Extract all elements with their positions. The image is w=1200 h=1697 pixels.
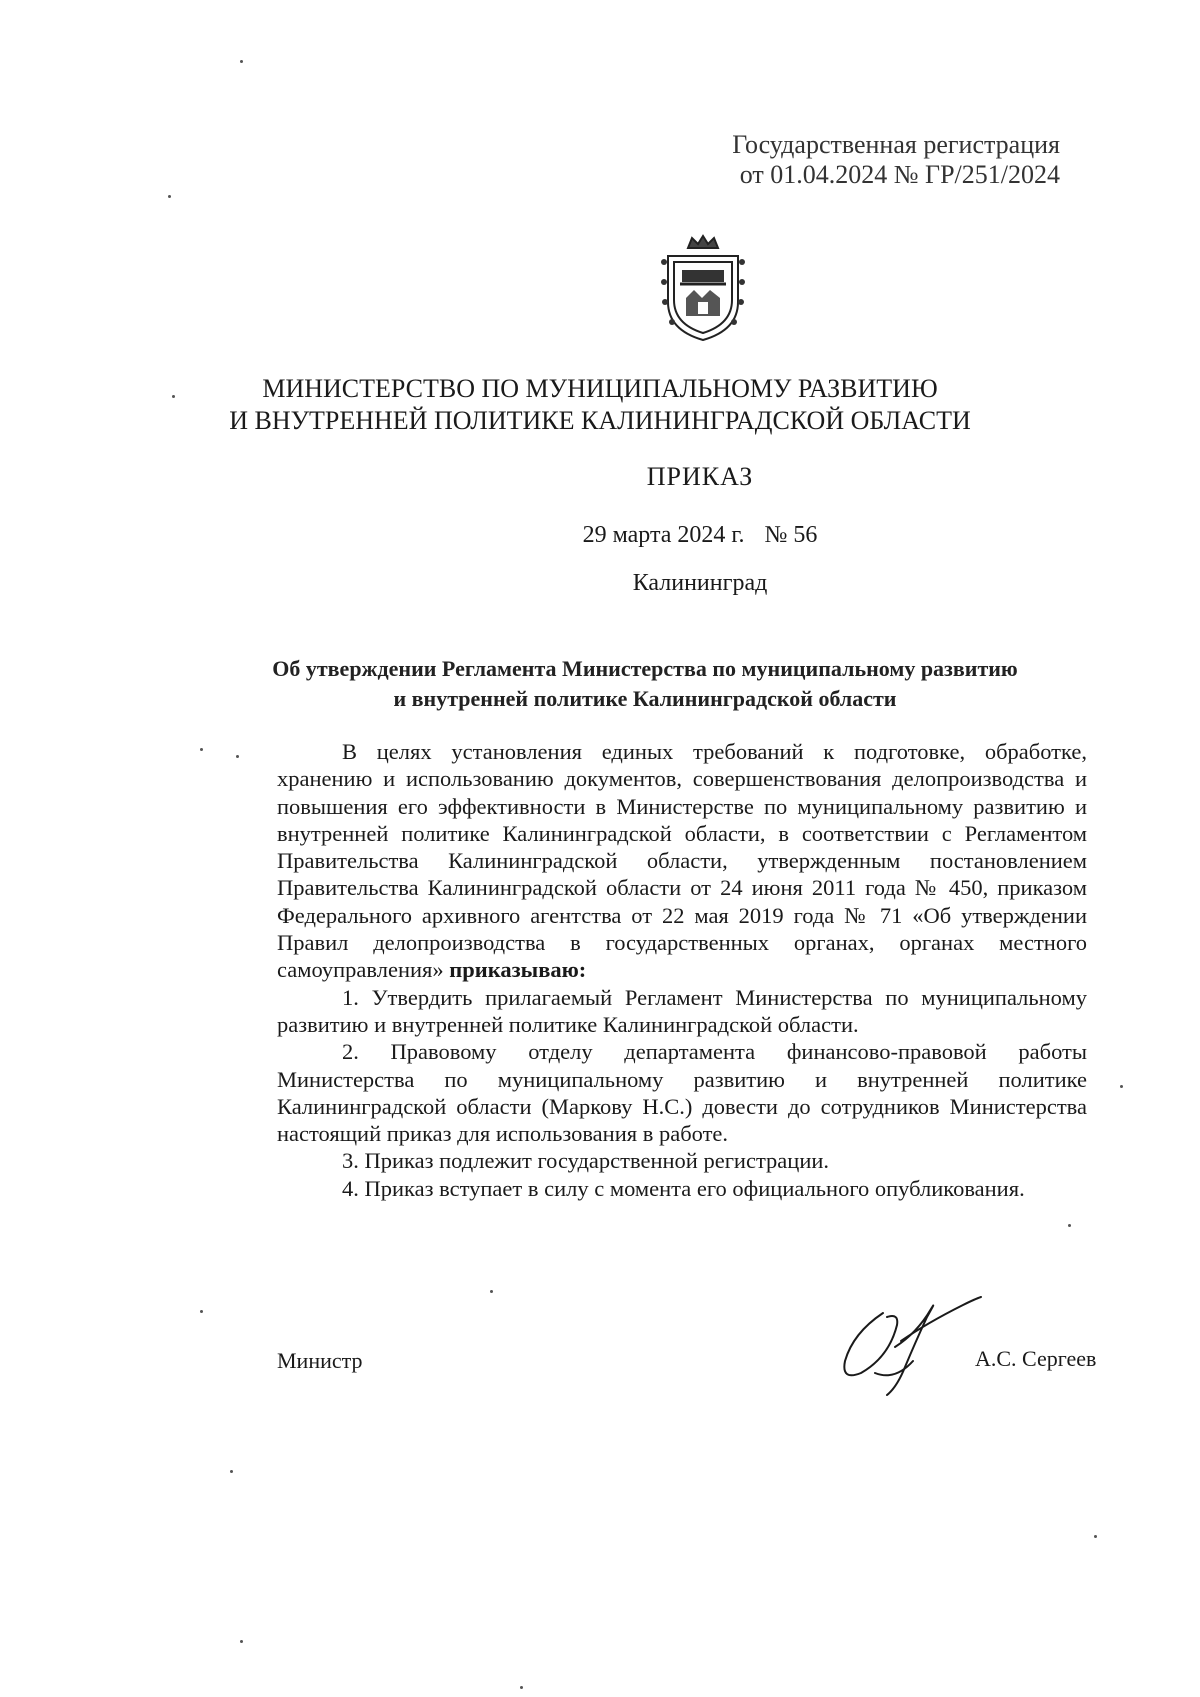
order-item-2: 2. Правовому отделу департамента финансово-правовой работы Министерства по муниципальному развитию и внутренней политике Калининградской области (Маркову Н.С.) довести до сотрудников Министерства настоящий приказ для использования в работе.	[277, 1039, 1087, 1147]
document-date-number	[500, 522, 900, 549]
document-city: Калининград	[632, 570, 768, 596]
order-item-3: 3. Приказ подлежит государственной регистрации.	[342, 1148, 830, 1174]
ministry-name	[200, 373, 1000, 437]
signer-name: А.С. Сергеев	[975, 1346, 1097, 1371]
order-word: приказываю:	[449, 957, 587, 983]
document-number: № 56	[764, 522, 818, 548]
order-item-4: 4. Приказ вступает в силу с момента его официального опубликования.	[342, 1175, 1025, 1201]
ministry-name-line-1: МИНИСТЕРСТВО ПО МУНИЦИПАЛЬНОМУ РАЗВИТИЮ	[262, 374, 938, 403]
order-item-1: 1. Утвердить прилагаемый Регламент Министерства по муниципальному развитию и внутренней политике Калининградской области.	[277, 984, 1087, 1037]
subject-line-1: Об утверждении Регламента Министерства по муниципальному развитию	[272, 656, 1018, 681]
document-date: 29 марта 2024 г.	[582, 522, 745, 548]
ministry-name-line-2: И ВНУТРЕННЕЙ ПОЛИТИКЕ КАЛИНИНГРАДСКОЙ ОБЛАСТИ	[229, 406, 971, 435]
document-body	[277, 738, 1087, 1202]
state-registration-stamp	[640, 130, 1060, 190]
subject-line-2: и внутренней политике Калининградской области	[393, 686, 897, 711]
document-subject	[200, 654, 1090, 714]
signer-title: Министр	[277, 1348, 363, 1373]
preamble-text: В целях установления единых требований к подготовке, обработке, хранению и использованию документов, совершенствования делопроизводства и повышения его эффективности в Министерстве по муниципальному развитию и внутренней политике Калининградской области, в соответствии с Регламентом Правительства Калининградской области, утвержденным постановлением Правительства Калининградской области от 24 июня 2011 года № 450, приказом Федерального архивного агентства от 22 мая 2019 года № 71 «Об утверждении Правил делопроизводства в государственных органах, органах местного самоуправления»	[277, 739, 1087, 983]
registration-line-1: Государственная регистрация	[732, 130, 1060, 159]
preamble-paragraph	[277, 738, 1087, 984]
coat-of-arms-emblem	[658, 232, 748, 344]
document-type: ПРИКАЗ	[646, 462, 754, 491]
registration-line-2: от 01.04.2024 № ГР/251/2024	[739, 160, 1060, 189]
